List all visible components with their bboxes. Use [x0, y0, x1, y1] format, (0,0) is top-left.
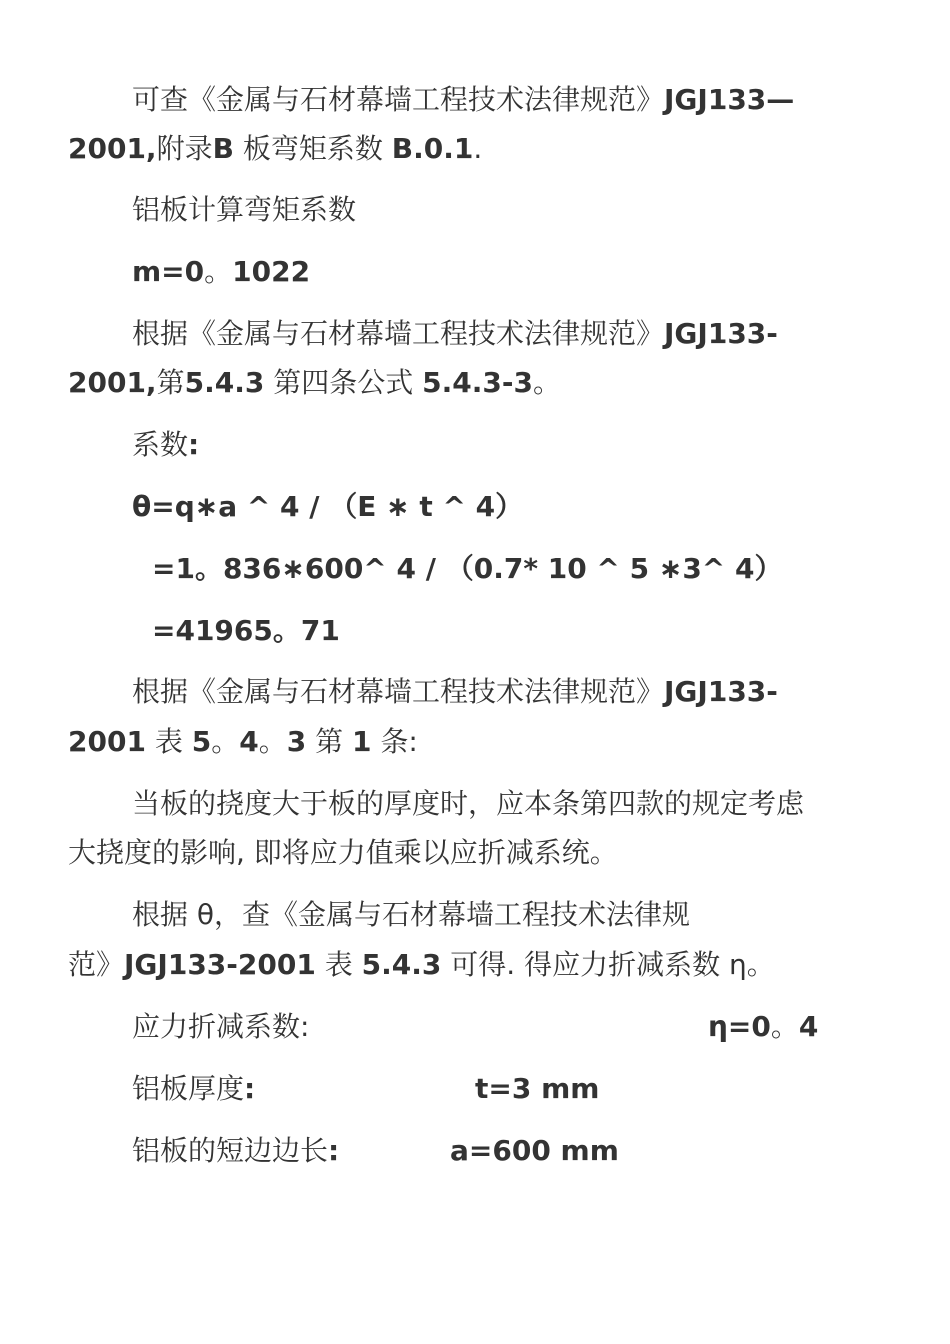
- text: JGJ133-: [664, 675, 778, 708]
- text: 可查《金属与石材幕墙工程技术法律规范》: [132, 83, 665, 116]
- text: 铝板厚度: [132, 1072, 245, 1105]
- text: 2001: [68, 725, 146, 758]
- text: 根据《金属与石材幕墙工程技术法律规范》: [132, 317, 665, 350]
- text: 2001,: [68, 132, 157, 165]
- text: 2001,: [68, 366, 157, 399]
- text: 1: [352, 725, 372, 758]
- short-edge-value: a=600 mm: [450, 1134, 619, 1167]
- text: 第: [306, 725, 353, 758]
- text: η=0: [708, 1010, 771, 1043]
- thickness-label: [132, 1069, 255, 1109]
- text: 。: [258, 725, 287, 758]
- text: 表: [315, 948, 362, 981]
- text: 。: [204, 255, 233, 288]
- text: 3: [286, 725, 307, 758]
- thickness-value: t=3 mm: [475, 1072, 600, 1105]
- text: JGJ133—: [664, 83, 795, 116]
- text: 5.4.3-3: [422, 366, 533, 399]
- text: :: [328, 1134, 340, 1167]
- paragraph-8-line-1: 根据 θ，查《金属与石材幕墙工程技术法律规: [132, 898, 691, 931]
- text: 根据《金属与石材幕墙工程技术法律规范》: [132, 675, 665, 708]
- paragraph-6-line-1: [132, 672, 778, 712]
- text: 附录: [156, 132, 213, 165]
- text: .: [473, 132, 483, 165]
- paragraph-8-line-2: [68, 945, 775, 985]
- text: 铝板的短边边长: [132, 1134, 329, 1167]
- paragraph-2: [132, 190, 356, 230]
- formula-result: =41965。71: [152, 614, 340, 647]
- text: :: [188, 428, 200, 461]
- text: 范》: [68, 948, 125, 981]
- text: B: [212, 132, 234, 165]
- paragraph-1-line-1: [132, 80, 794, 120]
- formula-line-1: θ=q∗a ^ 4 / （E ∗ t ^ 4）: [132, 490, 524, 523]
- text: 板弯矩系数: [233, 132, 392, 165]
- text: JGJ133-: [664, 317, 778, 350]
- text: 第: [156, 366, 185, 399]
- text: 5.4.3: [361, 948, 442, 981]
- text: B.0.1: [391, 132, 474, 165]
- text: 。: [770, 1010, 799, 1043]
- text: 4: [239, 725, 259, 758]
- text: 条:: [371, 725, 418, 758]
- text: JGJ133-2001: [124, 948, 316, 981]
- short-edge-label: [132, 1131, 339, 1171]
- text: 5: [191, 725, 212, 758]
- paragraph-7-line-2: 大挠度的影响, 即将应力值乘以应折减系统。: [68, 836, 618, 869]
- paragraph-6-line-2: [68, 722, 418, 762]
- moment-coefficient: [132, 252, 310, 292]
- text: 可得. 得应力折减系数 η。: [441, 948, 775, 981]
- eta-value: [708, 1007, 818, 1047]
- paragraph-4-line-2: [68, 363, 561, 403]
- text: 铝板计算弯矩系数: [132, 193, 357, 226]
- text: m=0: [132, 255, 205, 288]
- text: 。: [532, 366, 561, 399]
- coefficient-heading: [132, 425, 199, 465]
- paragraph-4-line-1: [132, 314, 778, 354]
- text: 4: [798, 1010, 819, 1043]
- paragraph-1-line-2: [68, 129, 482, 169]
- text: 第四条公式: [264, 366, 423, 399]
- text: 1022: [232, 255, 311, 288]
- text: :: [244, 1072, 256, 1105]
- text: 5.4.3: [184, 366, 265, 399]
- text: 系数: [132, 428, 189, 461]
- formula-line-2: =1。836∗600^ 4 / （0.7* 10 ^ 5 ∗3^ 4）: [152, 552, 783, 585]
- paragraph-7-line-1: 当板的挠度大于板的厚度时，应本条第四款的规定考虑: [132, 787, 805, 820]
- text: 表: [145, 725, 192, 758]
- eta-label: 应力折减系数:: [132, 1010, 310, 1043]
- text: 。: [211, 725, 240, 758]
